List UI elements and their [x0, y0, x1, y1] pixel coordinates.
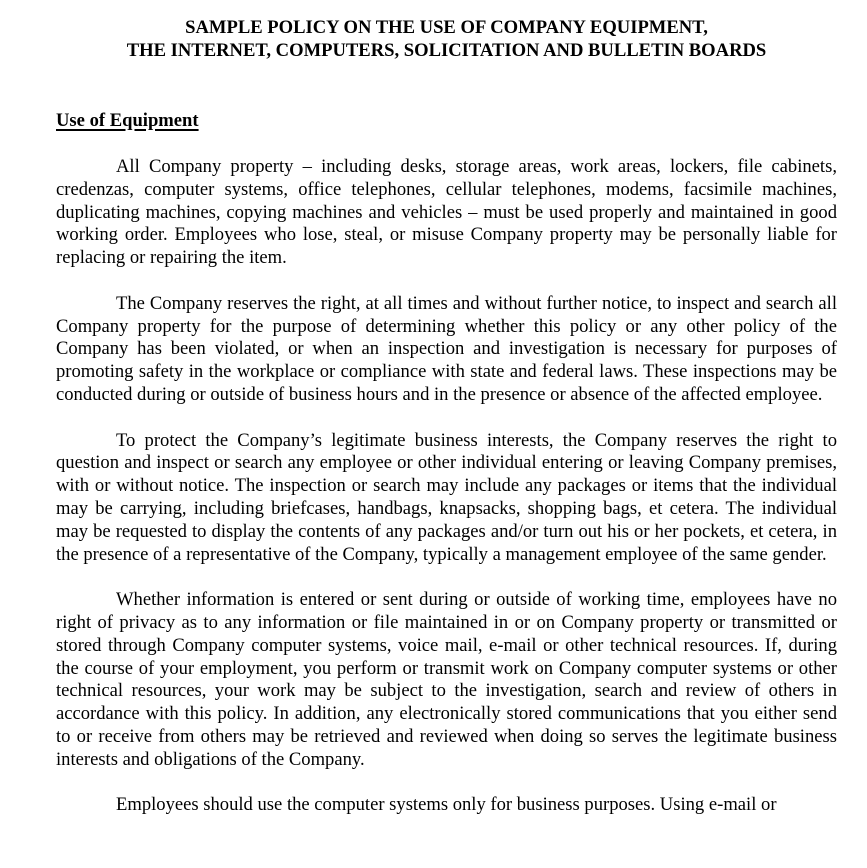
- paragraph-company-property: All Company property – including desks, storage areas, work areas, lockers, file cabinets, credenzas, computer systems, office telephones, cellular telephones, modems, facsimile machines, duplicating machines, copying machines and vehicles – must be used properly and maintained in good working order. Employees who lose, steal, or misuse Company property may be personally liable for replacing or repairing the item.: [56, 156, 837, 269]
- document-body: [56, 156, 837, 840]
- paragraph-business-use: Employees should use the computer systems only for business purposes. Using e-mail or: [116, 794, 777, 816]
- document-page: [56, 0, 837, 816]
- document-title-line-2: THE INTERNET, COMPUTERS, SOLICITATION AND BULLETIN BOARDS: [126, 40, 767, 61]
- paragraph-no-privacy: Whether information is entered or sent during or outside of working time, employees have no right of privacy as to any information or file maintained in or on Company property or transmitted or stored through Company computer systems, voice mail, e-mail or other technical resources. If, during the course of your employment, you perform or transmit work on Company computer systems or other technical resources, your work may be subject to the investigation, search and review of others in accordance with this policy. In addition, any electronically stored communications that you either send to or receive from others may be retrieved and reviewed when doing so serves the legitimate business interests and obligations of the Company.: [56, 589, 837, 770]
- paragraph-inspection-rights: The Company reserves the right, at all times and without further notice, to inspect and search all Company property for the purpose of determining whether this policy or any other policy of the Company has been violated, or when an inspection and investigation is necessary for purposes of promoting safety in the workplace or compliance with state and federal laws. These inspections may be conducted during or outside of business hours and in the presence or absence of the affected employee.: [56, 292, 837, 405]
- document-title: [56, 0, 837, 62]
- document-title-line-1: SAMPLE POLICY ON THE USE OF COMPANY EQUIPMENT,: [185, 17, 708, 38]
- section-heading-use-of-equipment: Use of Equipment: [56, 110, 199, 131]
- paragraph-individual-search: To protect the Company’s legitimate business interests, the Company reserves the right to question and inspect or search any employee or other individual entering or leaving Company premises, with or without notice. The inspection or search may include any packages or items that the individual may be carrying, including briefcases, handbags, knapsacks, shopping bags, et cetera. The individual may be requested to display the contents of any packages and/or turn out his or her pockets, et cetera, in the presence of a representative of the Company, typically a management employee of the same gender.: [56, 429, 837, 565]
